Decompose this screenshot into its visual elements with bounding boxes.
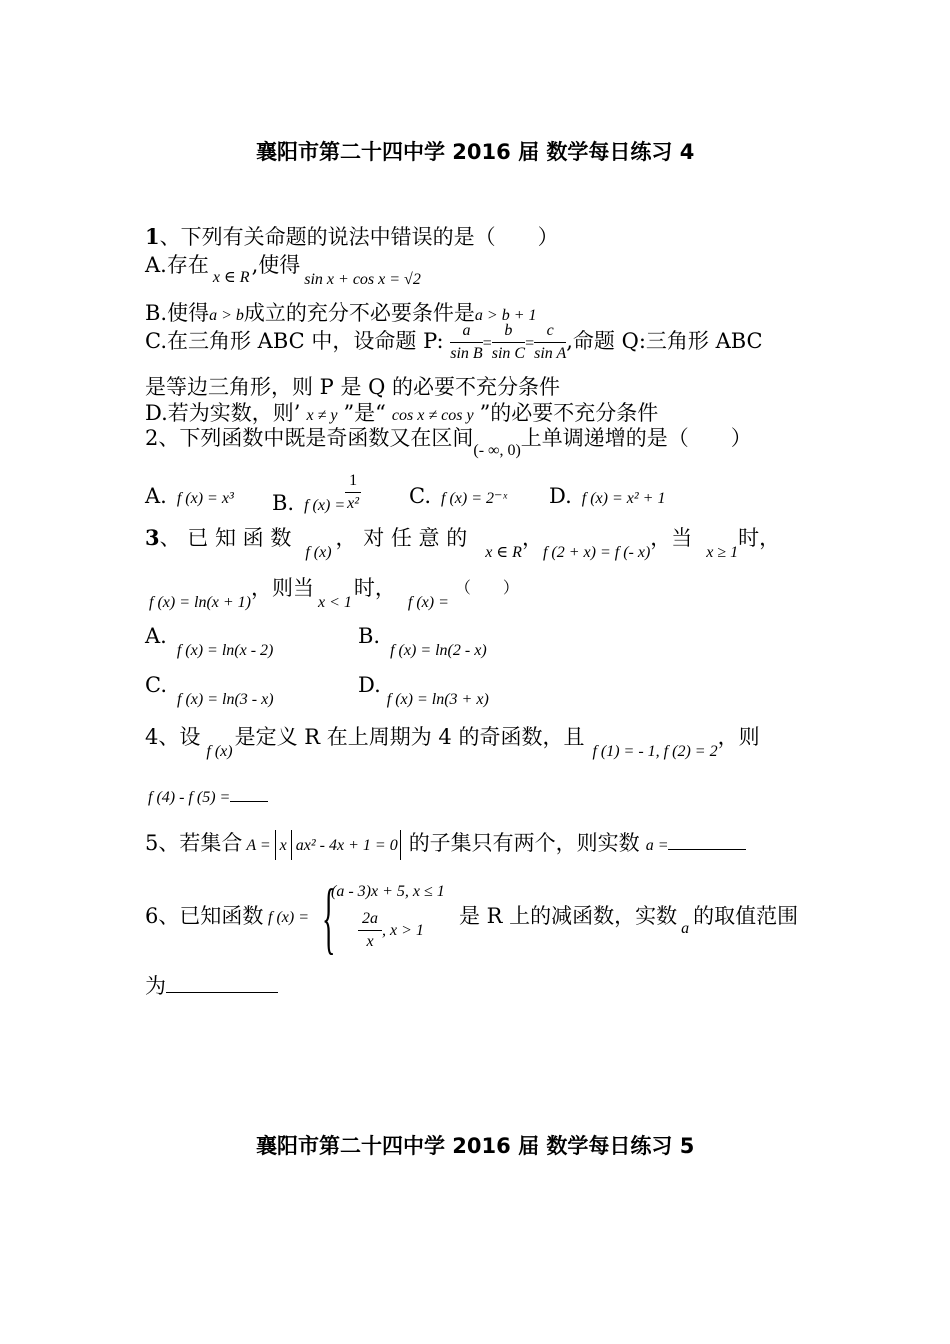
question-2-text-end: 上单调递增的是（ ）: [520, 426, 752, 450]
option-c-suffix: ,命题 Q:三角形 ABC: [566, 329, 763, 353]
question-2-option-a: A. f (x) = x³: [145, 484, 234, 508]
equals-sign: =: [482, 335, 492, 352]
page-title: 襄阳市第二十四中学 2016 届 数学每日练习 4: [256, 140, 695, 164]
question-4-fx: f (x): [206, 743, 233, 760]
question-2-option-c: C. f (x) = 2⁻ˣ: [409, 484, 507, 508]
set-brace-left: [275, 830, 276, 860]
question-1-option-c-line2: 是等边三角形，则 P 是 Q 的必要不充分条件: [145, 375, 561, 399]
answer-blank[interactable]: [668, 849, 746, 850]
option-d-expression: cos x ≠ cos y: [391, 407, 474, 424]
piecewise-brace: {: [322, 874, 336, 962]
answer-blank[interactable]: [166, 992, 278, 993]
question-3-option-b: $B._{f (x) = ln(2 - x)}$: [358, 624, 487, 659]
question-3-option-c: $C._{f (x) = ln(3 - x)}$: [145, 673, 274, 708]
fraction-b-over-sinc: $\frac{b}{\text{sin C}}$: [491, 322, 526, 362]
question-6-fx: f (x) =: [268, 909, 309, 926]
question-2-text: 2、下列函数中既是奇函数又在区间: [145, 426, 474, 450]
page-title-2: 襄阳市第二十四中学 2016 届 数学每日练习 5: [256, 1134, 695, 1158]
option-b-condition: a > b: [209, 307, 244, 324]
piecewise-case-2: $\frac{2a}{x}$ , x > 1: [358, 910, 424, 951]
set-brace-right: [400, 830, 401, 860]
fraction-1-over-x2: $\frac{1}{\text{x²}}$: [345, 472, 361, 513]
question-3-number: 3: [145, 525, 160, 550]
option-a-prefix: A.存在: [145, 253, 209, 277]
question-3-fx: f (x): [305, 544, 332, 561]
set-lhs: A =: [246, 837, 271, 854]
question-3-line2: $_{f (x) = ln(x + 1)}$，则当$_{x < 1}$时，$_{f (x) =}$（ ）: [149, 576, 519, 611]
question-4-values: f (1) = - 1, f (2) = 2: [592, 743, 718, 760]
question-6-line2: 为: [145, 970, 278, 1000]
question-2-stem: [145, 422, 752, 459]
option-b-expression: a > b + 1: [474, 307, 537, 324]
question-3-option-d: $D._{f (x) = ln(3 + x)}$: [358, 673, 489, 708]
question-4-stem: 4、设$_{f (x)}$是定义 R 在上周期为 4 的奇函数，且$_{f (1) = - 1, f (2) = 2}$，则: [145, 725, 760, 760]
option-b-prefix: B.使得: [145, 301, 210, 325]
answer-blank[interactable]: [230, 801, 268, 802]
option-b-mid: 成立的充分不必要条件是: [243, 301, 475, 325]
question-6-text: 是 R 上的减函数，实数$_a$的取值范围: [459, 904, 799, 937]
fraction-c-over-sina: $\frac{c}{\text{sin A}}$: [534, 322, 567, 362]
set-divider: [291, 830, 292, 860]
option-a-expression: sin x + cos x = √2: [304, 271, 421, 288]
question-2-interval: (- ∞, 0): [473, 442, 521, 459]
question-2-option-d: D. f (x) = x² + 1: [549, 484, 666, 508]
question-3-option-a: $A._{f (x) = ln(x - 2)}$: [145, 624, 274, 659]
option-d-suffix: ”的必要不充分条件: [479, 401, 659, 425]
question-4-expression: f (4) - f (5) =: [148, 789, 231, 806]
option-d-prefix: D.若为实数，则’: [145, 401, 301, 425]
piecewise-case-1: (a - 3)x + 5, x ≤ 1: [331, 883, 445, 900]
question-1-stem: [145, 221, 559, 251]
question-1-option-c: [145, 322, 763, 363]
question-6-stem: 6、已知函数: [145, 904, 264, 928]
question-3-stem: 3、 已 知 函 数$_{f (x)}$， 对 任 意 的$_{x \in R}$，$_{f (2 + x) = f (- x)}$，当$_{x \ge 1}$时，: [145, 525, 781, 561]
question-1-text: 、下列有关命题的说法中错误的是（ ）: [159, 225, 559, 249]
question-3-definition: f (x) = ln(x + 1): [149, 594, 251, 611]
option-d-mid: ”是“: [343, 401, 386, 425]
option-a-mid: ,使得: [251, 253, 301, 277]
question-2-option-b: B. $_{f (x) =}$ $\frac{1}{\text{x²}}$: [272, 472, 361, 513]
question-5-stem: 5、若集合 A = x ax² - 4x + 1 = 0 的子集只有两个，则实数 a =: [145, 827, 746, 860]
option-a-condition: x ∈ R: [212, 269, 250, 286]
option-d-condition: x ≠ y: [306, 407, 338, 424]
question-1-option-a: [145, 249, 421, 288]
question-4-ask: [148, 787, 268, 807]
fraction-a-over-sinb: $\frac{a}{\text{sin B}}$: [450, 322, 483, 362]
set-condition: ax² - 4x + 1 = 0: [295, 837, 398, 854]
option-c-prefix: C.在三角形 ABC 中，设命题 P:: [145, 329, 444, 353]
question-3-equation: f (2 + x) = f (- x): [542, 544, 651, 561]
question-1-number: 1: [145, 224, 160, 249]
equals-sign: =: [525, 335, 535, 352]
